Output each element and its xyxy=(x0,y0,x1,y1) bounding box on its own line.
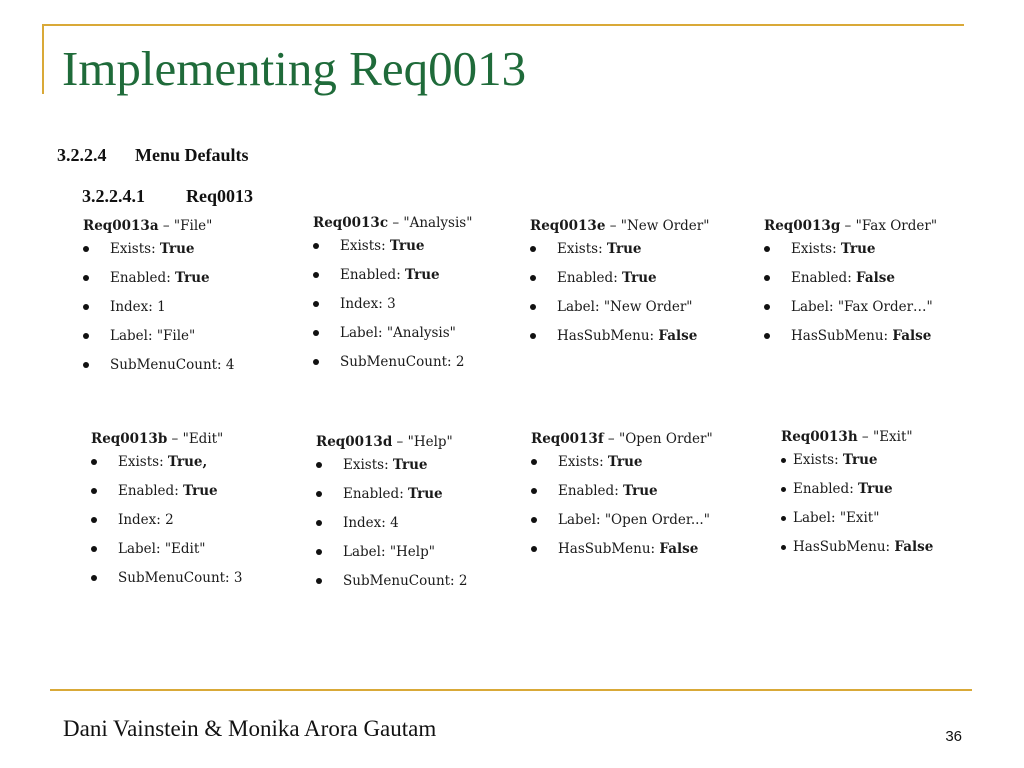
slide-title: Implementing Req0013 xyxy=(62,41,527,96)
requirement-menu-name: "Exit" xyxy=(872,429,913,445)
title-rule-left xyxy=(42,24,44,94)
page-number: 36 xyxy=(945,728,962,745)
requirement-heading xyxy=(83,218,235,234)
requirement-menu-name: "Edit" xyxy=(182,431,224,447)
property-value: True xyxy=(623,483,658,499)
property-key: HasSubMenu: xyxy=(791,328,893,344)
property-item xyxy=(781,451,933,480)
property-item xyxy=(530,298,709,327)
property-key: Enabled: xyxy=(110,270,176,286)
property-key: SubMenuCount: xyxy=(118,570,234,586)
property-key: Label: xyxy=(557,299,604,315)
requirement-id: Req0013h xyxy=(781,429,858,445)
footer-rule xyxy=(50,689,972,691)
req-block-req0013c xyxy=(313,215,472,382)
requirement-menu-name: "Fax Order" xyxy=(855,218,938,234)
req-block-req0013f xyxy=(531,431,713,569)
req-block-req0013d xyxy=(316,434,468,601)
req-block-req0013a xyxy=(83,218,235,385)
subsection-heading xyxy=(82,186,253,207)
requirement-id: Req0013f xyxy=(531,431,604,447)
requirement-heading xyxy=(313,215,472,231)
property-key: Enabled: xyxy=(340,267,406,283)
property-item xyxy=(91,540,243,569)
property-value: 2 xyxy=(165,512,174,528)
property-item xyxy=(531,482,713,511)
property-value: True xyxy=(392,457,428,473)
property-key: Label: xyxy=(118,541,165,557)
section-title: Menu Defaults xyxy=(135,145,249,165)
property-value: "Exit" xyxy=(839,510,880,526)
subsection-number: 3.2.2.4.1 xyxy=(82,186,145,206)
property-item xyxy=(316,456,468,485)
requirement-dash: – xyxy=(840,218,856,234)
property-item xyxy=(530,327,709,356)
property-key: Enabled: xyxy=(558,483,624,499)
property-value: False xyxy=(659,541,699,557)
req-block-req0013b xyxy=(91,431,243,598)
property-value: True, xyxy=(167,454,208,470)
property-item xyxy=(91,511,243,540)
property-item xyxy=(91,482,243,511)
property-key: Index: xyxy=(340,296,388,312)
property-item xyxy=(313,353,472,382)
property-key: Enabled: xyxy=(791,270,857,286)
property-list xyxy=(531,453,713,569)
property-value: 4 xyxy=(225,357,235,373)
property-list xyxy=(91,453,243,598)
property-value: True xyxy=(175,270,210,286)
property-value: True xyxy=(607,454,643,470)
property-item xyxy=(531,540,713,569)
property-item xyxy=(313,295,472,324)
requirement-dash: – xyxy=(857,429,873,445)
requirement-dash: – xyxy=(605,218,621,234)
property-list xyxy=(530,240,709,356)
property-key: Index: xyxy=(110,299,158,315)
property-value: True xyxy=(606,241,642,257)
property-item xyxy=(764,327,937,356)
property-item xyxy=(530,269,709,298)
property-value: False xyxy=(856,270,895,286)
property-key: Label: xyxy=(793,510,840,526)
requirement-id: Req0013c xyxy=(313,215,389,231)
property-key: Enabled: xyxy=(557,270,623,286)
property-key: Enabled: xyxy=(793,481,859,497)
property-item xyxy=(83,269,235,298)
requirement-heading xyxy=(764,218,937,234)
property-key: Index: xyxy=(343,515,391,531)
property-item xyxy=(316,485,468,514)
property-value: 4 xyxy=(390,515,399,531)
property-key: Label: xyxy=(340,325,387,341)
req-block-req0013g xyxy=(764,218,937,356)
property-item xyxy=(316,543,468,572)
req-block-req0013e xyxy=(530,218,709,356)
property-key: Exists: xyxy=(558,454,608,470)
property-value: True xyxy=(159,241,195,257)
property-item xyxy=(91,453,243,482)
property-value: "Help" xyxy=(389,544,435,560)
requirement-menu-name: "Open Order" xyxy=(618,431,713,447)
property-value: 1 xyxy=(157,299,166,315)
property-value: "File" xyxy=(156,328,196,344)
requirement-id: Req0013a xyxy=(83,218,159,234)
property-key: HasSubMenu: xyxy=(558,541,660,557)
property-key: SubMenuCount: xyxy=(110,357,226,373)
property-value: "Analysis" xyxy=(386,325,456,341)
property-key: Exists: xyxy=(340,238,390,254)
requirement-dash: – xyxy=(388,215,404,231)
property-value: "Edit" xyxy=(164,541,206,557)
requirement-heading xyxy=(91,431,243,447)
property-item xyxy=(530,240,709,269)
requirement-menu-name: "New Order" xyxy=(620,218,710,234)
requirement-heading xyxy=(531,431,713,447)
section-heading xyxy=(57,145,249,166)
requirement-menu-name: "Analysis" xyxy=(403,215,473,231)
property-key: Exists: xyxy=(118,454,168,470)
property-list xyxy=(83,240,235,385)
property-key: Exists: xyxy=(793,452,843,468)
property-item xyxy=(781,509,933,538)
property-item xyxy=(83,298,235,327)
property-item xyxy=(781,538,933,567)
property-value: True xyxy=(408,486,443,502)
property-list xyxy=(316,456,468,601)
property-value: "New Order" xyxy=(603,299,693,315)
property-key: SubMenuCount: xyxy=(340,354,456,370)
property-list xyxy=(764,240,937,356)
property-key: Exists: xyxy=(791,241,841,257)
property-value: True xyxy=(183,483,218,499)
requirement-dash: – xyxy=(167,431,183,447)
property-value: 2 xyxy=(455,354,465,370)
property-value: "Fax Order…" xyxy=(837,299,933,315)
property-value: False xyxy=(894,539,934,555)
property-item xyxy=(313,266,472,295)
property-value: "Open Order..." xyxy=(604,512,710,528)
requirement-menu-name: "Help" xyxy=(407,434,453,450)
property-item xyxy=(531,453,713,482)
property-item xyxy=(781,480,933,509)
property-key: Exists: xyxy=(557,241,607,257)
requirement-id: Req0013e xyxy=(530,218,606,234)
property-value: 2 xyxy=(458,573,468,589)
property-value: False xyxy=(658,328,698,344)
property-value: True xyxy=(389,238,425,254)
property-key: Exists: xyxy=(343,457,393,473)
title-rule-top xyxy=(42,24,964,26)
requirement-heading xyxy=(530,218,709,234)
property-key: Label: xyxy=(110,328,157,344)
footer-authors: Dani Vainstein & Monika Arora Gautam xyxy=(63,716,437,741)
requirement-dash: – xyxy=(158,218,174,234)
requirement-id: Req0013b xyxy=(91,431,168,447)
property-value: 3 xyxy=(233,570,243,586)
requirement-id: Req0013d xyxy=(316,434,393,450)
property-key: Enabled: xyxy=(343,486,409,502)
property-key: Label: xyxy=(558,512,605,528)
property-item xyxy=(764,298,937,327)
property-key: Index: xyxy=(118,512,166,528)
property-value: 3 xyxy=(387,296,396,312)
property-item xyxy=(316,572,468,601)
property-list xyxy=(313,237,472,382)
property-item xyxy=(531,511,713,540)
requirement-menu-name: "File" xyxy=(173,218,213,234)
property-item xyxy=(91,569,243,598)
property-key: Exists: xyxy=(110,241,160,257)
property-key: Enabled: xyxy=(118,483,184,499)
property-key: SubMenuCount: xyxy=(343,573,459,589)
property-value: True xyxy=(858,481,893,497)
requirement-heading xyxy=(781,429,933,445)
section-number: 3.2.2.4 xyxy=(57,145,107,165)
property-item xyxy=(83,327,235,356)
property-key: HasSubMenu: xyxy=(793,539,895,555)
subsection-title: Req0013 xyxy=(186,186,253,206)
property-item xyxy=(83,356,235,385)
property-key: Label: xyxy=(343,544,390,560)
property-value: True xyxy=(622,270,657,286)
property-item xyxy=(83,240,235,269)
property-list xyxy=(781,451,933,567)
property-value: False xyxy=(892,328,932,344)
property-item xyxy=(316,514,468,543)
req-block-req0013h xyxy=(781,429,933,567)
property-item xyxy=(313,324,472,353)
requirement-heading xyxy=(316,434,468,450)
property-item xyxy=(764,269,937,298)
requirement-dash: – xyxy=(392,434,408,450)
property-item xyxy=(313,237,472,266)
property-key: HasSubMenu: xyxy=(557,328,659,344)
requirement-dash: – xyxy=(603,431,619,447)
property-value: True xyxy=(840,241,876,257)
requirement-id: Req0013g xyxy=(764,218,841,234)
property-value: True xyxy=(842,452,878,468)
property-key: Label: xyxy=(791,299,838,315)
property-item xyxy=(764,240,937,269)
property-value: True xyxy=(405,267,440,283)
